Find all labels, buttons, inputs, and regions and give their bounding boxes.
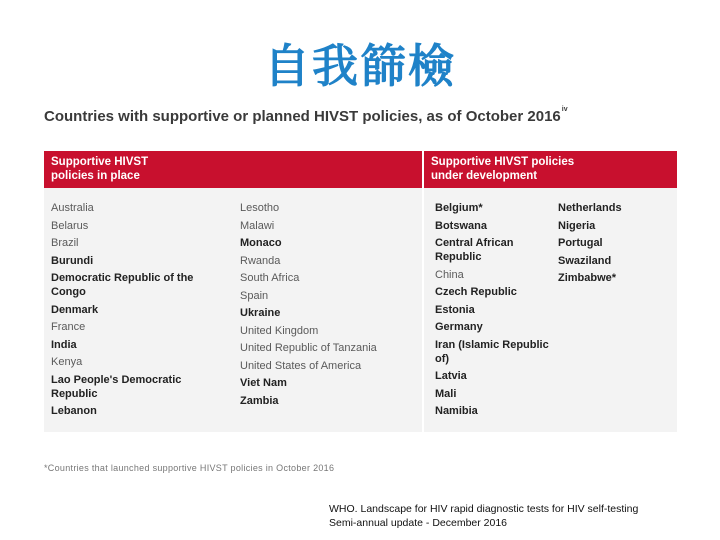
country-item: Malawi [240, 219, 275, 232]
country-item: Viet Nam [240, 377, 287, 389]
slide-title: 自我篩檢 [264, 39, 456, 93]
country-item: Latvia [435, 370, 467, 382]
country-item: India [51, 338, 77, 351]
document-title [44, 108, 568, 125]
column-development-2 [558, 201, 673, 289]
country-item: Iran (Islamic Republic of) [435, 338, 549, 365]
header-left-line2: policies in place [51, 170, 140, 182]
country-item: South Africa [240, 272, 300, 284]
country-item: Rwanda [240, 254, 281, 267]
header-right-line1: Supportive HIVST policies [431, 156, 575, 168]
country-item: Portugal [558, 237, 603, 249]
country-item: Estonia [435, 303, 475, 316]
document-title-text: Countries with supportive or planned HIVST policies, as of October 2016 [44, 108, 561, 125]
country-item: Czech Republic [435, 286, 517, 298]
country-item: Democratic Republic of the Congo [51, 272, 194, 298]
country-item: Ukraine [240, 307, 281, 319]
country-item: Brazil [51, 237, 79, 249]
footnote-text: *Countries that launched supportive HIVST policies in October 2016 [44, 463, 335, 473]
source-line2: Semi-annual update - December 2016 [329, 517, 508, 529]
country-item: Lesotho [240, 202, 280, 214]
country-item: Spain [240, 289, 269, 302]
country-item: Burundi [51, 254, 94, 267]
country-item: Belarus [51, 219, 89, 232]
document-title-superscript: iv [561, 106, 568, 113]
country-item: Belgium* [435, 202, 483, 214]
country-item: Australia [51, 202, 94, 214]
country-item: United Kingdom [240, 324, 319, 337]
country-item: Nigeria [558, 219, 596, 232]
column-divider [422, 151, 424, 432]
header-under-development [424, 151, 677, 188]
country-item: China [435, 268, 464, 281]
country-item: Zimbabwe* [558, 272, 617, 284]
source-line1: WHO. Landscape for HIV rapid diagnostic tests for HIV self-testing [329, 503, 639, 515]
country-item: United Republic of Tanzania [240, 342, 377, 354]
country-item: United States of America [240, 359, 362, 372]
policy-table [44, 151, 677, 432]
country-item: Swaziland [558, 254, 612, 267]
header-right-line2: under development [431, 170, 538, 182]
column-in-place-1 [51, 201, 221, 422]
country-item: Netherlands [558, 202, 622, 214]
country-item: Kenya [51, 356, 83, 368]
country-item: Namibia [435, 405, 478, 417]
country-item: Central African Republic [435, 237, 514, 263]
country-item: Botswana [435, 219, 487, 232]
country-item: Denmark [51, 303, 99, 316]
country-item: Zambia [240, 394, 279, 407]
country-item: Mali [435, 387, 457, 400]
country-item: France [51, 321, 86, 333]
country-item: Lao People's Democratic Republic [51, 373, 182, 400]
country-item: Lebanon [51, 405, 97, 417]
country-item: Germany [435, 321, 483, 333]
footnote-cutoff [44, 455, 374, 473]
header-left-line1: Supportive HIVST [51, 156, 149, 168]
column-in-place-2 [240, 201, 420, 411]
header-supportive-in-place [44, 151, 422, 188]
source-citation [329, 502, 638, 530]
country-item: Monaco [240, 237, 282, 249]
column-development-1 [435, 201, 553, 422]
